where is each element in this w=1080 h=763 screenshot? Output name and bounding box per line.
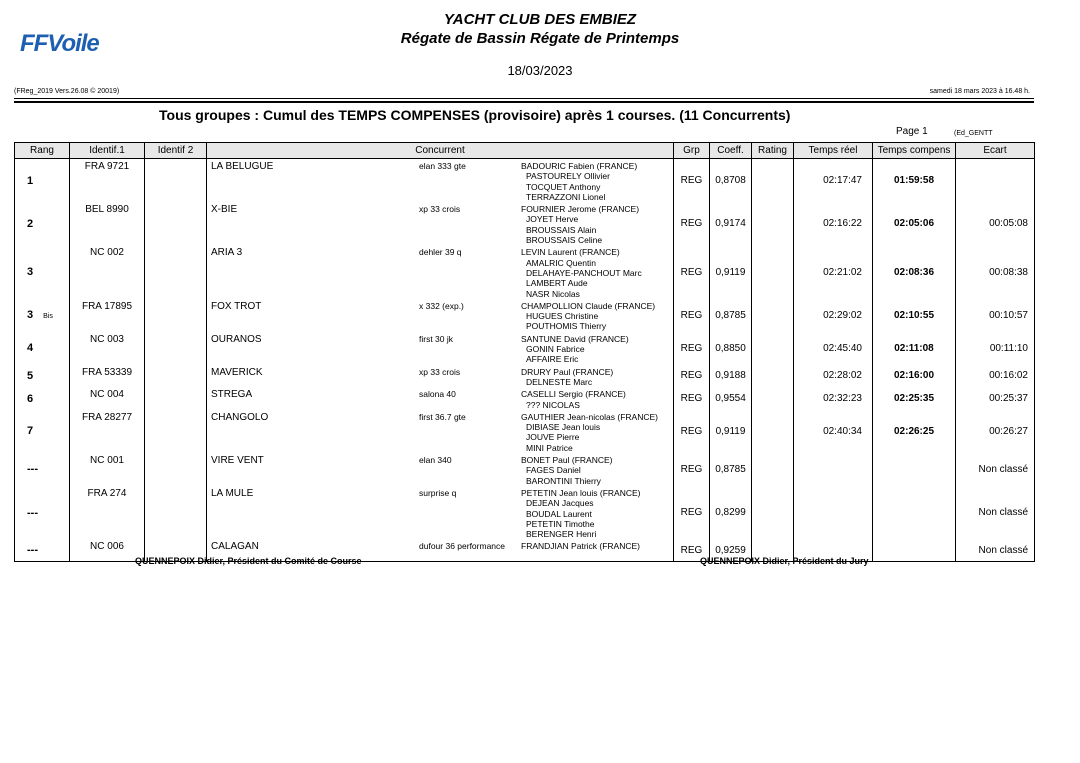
crew-member: FOURNIER Jerome (FRANCE) xyxy=(521,204,640,215)
rank-value: 5 xyxy=(27,369,34,382)
edition-code: (Ed_GENTT xyxy=(954,130,993,137)
jury-president: QUENNEPOIX Didier, Président du Jury xyxy=(700,556,869,566)
rating-cell xyxy=(752,410,794,453)
group-cell: REG xyxy=(674,410,710,453)
gap-cell: 00:10:57 xyxy=(956,299,1035,332)
rank-value: 7 xyxy=(27,425,34,438)
real-time-cell: 02:45:40 xyxy=(794,332,873,365)
crew-member: MINI Patrice xyxy=(526,442,573,453)
group-cell: REG xyxy=(674,332,710,365)
corrected-time-cell xyxy=(873,486,956,539)
crew-member: BADOURIC Fabien (FRANCE) xyxy=(521,161,638,171)
real-time-cell: 02:21:02 xyxy=(794,245,873,298)
gap-cell: 00:08:38 xyxy=(956,245,1035,298)
rank-cell xyxy=(15,332,70,365)
rank-cell xyxy=(15,159,70,203)
table-row xyxy=(15,159,1035,203)
sail-number-cell: BEL 8990 xyxy=(70,202,145,245)
sail-number-cell: FRA 17895 xyxy=(70,299,145,332)
coefficient-cell: 0,9188 xyxy=(710,365,752,388)
boat-type: xp 33 crois xyxy=(419,204,461,215)
real-time-cell: 02:16:22 xyxy=(794,202,873,245)
corrected-time-cell: 02:25:35 xyxy=(873,387,956,410)
column-header: Identif 2 xyxy=(145,143,207,159)
crew-member: BROUSSAIS Alain xyxy=(526,224,597,235)
boat-name: OURANOS xyxy=(211,333,262,345)
sail-number-cell: NC 001 xyxy=(70,453,145,486)
rating-cell xyxy=(752,159,794,203)
group-cell: REG xyxy=(674,245,710,298)
race-committee-president: QUENNEPOIX Didier, Président du Comité de Course xyxy=(135,556,362,566)
corrected-time-cell: 02:26:25 xyxy=(873,410,956,453)
column-header: Temps réel xyxy=(794,143,873,159)
coefficient-cell: 0,8785 xyxy=(710,453,752,486)
competitor-cell xyxy=(207,453,674,486)
rank-cell xyxy=(15,202,70,245)
rank-cell xyxy=(15,365,70,388)
boat-type: dufour 36 performance xyxy=(419,541,505,552)
sail-number-cell: FRA 274 xyxy=(70,486,145,539)
crew-member: DELNESTE Marc xyxy=(526,376,593,387)
crew-member: FRANDJIAN Patrick (FRANCE) xyxy=(521,541,641,552)
competitor-cell xyxy=(207,387,674,410)
coefficient-cell: 0,8708 xyxy=(710,159,752,203)
boat-name: X-BIE xyxy=(211,204,238,216)
real-time-cell xyxy=(794,453,873,486)
gap-cell: Non classé xyxy=(956,539,1035,561)
crew-member: DRURY Paul (FRANCE) xyxy=(521,366,614,377)
crew-list xyxy=(521,488,641,539)
rating-cell xyxy=(752,453,794,486)
competitor-cell xyxy=(207,299,674,332)
sail-number-cell: NC 004 xyxy=(70,387,145,410)
gap-cell: 00:11:10 xyxy=(956,332,1035,365)
rank-cell xyxy=(15,387,70,410)
crew-member: AMALRIC Quentin xyxy=(526,257,596,268)
rank-value: 1 xyxy=(27,174,34,187)
gap-cell: Non classé xyxy=(956,486,1035,539)
regatta-title: Régate de Bassin Régate de Printemps xyxy=(400,30,680,47)
corrected-time-cell: 02:11:08 xyxy=(873,332,956,365)
boat-type: salona 40 xyxy=(419,389,456,400)
club-title: YACHT CLUB DES EMBIEZ xyxy=(443,11,637,28)
sail-number-cell: FRA 53339 xyxy=(70,365,145,388)
crew-member: FAGES Daniel xyxy=(526,465,581,476)
crew-list xyxy=(521,455,612,486)
crew-member: SANTUNE David (FRANCE) xyxy=(521,333,629,344)
crew-list xyxy=(521,204,639,245)
identif2-cell xyxy=(145,486,207,539)
crew-member: PETETIN Jean louis (FRANCE) xyxy=(521,487,641,498)
identif2-cell xyxy=(145,332,207,365)
boat-name: STREGA xyxy=(211,389,253,401)
crew-list xyxy=(521,334,629,365)
coefficient-cell: 0,8785 xyxy=(710,299,752,332)
crew-list xyxy=(521,367,613,388)
crew-member: DIBIASE Jean louis xyxy=(526,422,601,433)
group-cell: REG xyxy=(674,387,710,410)
gap-cell: 00:16:02 xyxy=(956,365,1035,388)
coefficient-cell: 0,8299 xyxy=(710,486,752,539)
rank-value: --- xyxy=(27,463,38,476)
column-header: Identif.1 xyxy=(70,143,145,159)
crew-member: TERRAZZONI Lionel xyxy=(526,191,606,202)
sail-number-cell: NC 003 xyxy=(70,332,145,365)
rank-value: 3 xyxy=(27,309,34,322)
boat-name: LA BELUGUE xyxy=(211,161,274,172)
crew-member: BOUDAL Laurent xyxy=(526,508,592,519)
crew-member: BROUSSAIS Celine xyxy=(526,235,603,246)
boat-name: CHANGOLO xyxy=(211,411,269,423)
bis-marker: Bis xyxy=(43,313,53,321)
identif2-cell xyxy=(145,453,207,486)
competitor-cell xyxy=(207,245,674,298)
crew-member: TOCQUET Anthony xyxy=(526,181,601,192)
crew-member: JOYET Herve xyxy=(526,214,579,225)
competitor-cell xyxy=(207,486,674,539)
logo-text: FFVoile xyxy=(20,30,99,57)
rating-cell xyxy=(752,387,794,410)
crew-member: PETETIN Timothe xyxy=(526,518,595,529)
column-header: Grp xyxy=(674,143,710,159)
crew-member: LAMBERT Aude xyxy=(526,278,588,289)
table-row xyxy=(15,202,1035,245)
rank-cell xyxy=(15,410,70,453)
crew-member: CASELLI Sergio (FRANCE) xyxy=(521,389,626,400)
table-row xyxy=(15,453,1035,486)
results-table xyxy=(14,142,1035,562)
real-time-cell: 02:28:02 xyxy=(794,365,873,388)
boat-type: surprise q xyxy=(419,487,457,498)
table-row xyxy=(15,387,1035,410)
sail-number-cell: FRA 28277 xyxy=(70,410,145,453)
corrected-time-cell: 02:16:00 xyxy=(873,365,956,388)
corrected-time-cell: 02:08:36 xyxy=(873,245,956,298)
boat-type: xp 33 crois xyxy=(419,366,461,377)
boat-name: CALAGAN xyxy=(211,541,259,553)
identif2-cell xyxy=(145,202,207,245)
rank-value: --- xyxy=(27,506,38,519)
competitor-cell xyxy=(207,410,674,453)
rank-value: --- xyxy=(27,544,38,557)
crew-list xyxy=(521,161,637,202)
rank-cell xyxy=(15,486,70,539)
corrected-time-cell: 02:05:06 xyxy=(873,202,956,245)
boat-type: x 332 (exp.) xyxy=(419,300,464,311)
print-timestamp: samedi 18 mars 2023 à 16.48 h. xyxy=(929,88,1030,95)
crew-list xyxy=(521,247,642,298)
table-row xyxy=(15,365,1035,388)
corrected-time-cell: 01:59:58 xyxy=(873,159,956,203)
software-version: (FReg_2019 Vers.26.08 © 20019) xyxy=(14,88,120,95)
crew-member: POUTHOMIS Thierry xyxy=(526,321,607,332)
competitor-cell xyxy=(207,332,674,365)
gap-cell xyxy=(956,159,1035,203)
table-row xyxy=(15,245,1035,298)
crew-list xyxy=(521,412,658,453)
competitor-cell xyxy=(207,159,674,203)
group-cell: REG xyxy=(674,365,710,388)
coefficient-cell: 0,9174 xyxy=(710,202,752,245)
table-header-row xyxy=(15,143,1035,159)
rank-value: 3 xyxy=(27,266,34,279)
table-row xyxy=(15,486,1035,539)
crew-member: GAUTHIER Jean-nicolas (FRANCE) xyxy=(521,411,658,422)
boat-type: dehler 39 q xyxy=(419,247,462,258)
identif2-cell xyxy=(145,245,207,298)
crew-member: ??? NICOLAS xyxy=(526,399,580,410)
real-time-cell: 02:29:02 xyxy=(794,299,873,332)
real-time-cell: 02:32:23 xyxy=(794,387,873,410)
coefficient-cell: 0,9259 xyxy=(710,539,752,561)
identif2-cell xyxy=(145,299,207,332)
header-rule-thick xyxy=(14,101,1034,103)
column-header: Coeff. xyxy=(710,143,752,159)
crew-member: NASR Nicolas xyxy=(526,288,580,299)
crew-member: HUGUES Christine xyxy=(526,311,599,322)
corrected-time-cell xyxy=(873,539,956,561)
sail-number-cell: NC 002 xyxy=(70,245,145,298)
regatta-date: 18/03/2023 xyxy=(507,63,573,78)
boat-type: first 36.7 gte xyxy=(419,411,466,422)
table-body xyxy=(15,159,1035,562)
gap-cell: 00:26:27 xyxy=(956,410,1035,453)
group-cell: REG xyxy=(674,202,710,245)
rank-value: 4 xyxy=(27,342,34,355)
coefficient-cell: 0,8850 xyxy=(710,332,752,365)
gap-cell: 00:05:08 xyxy=(956,202,1035,245)
crew-member: GONIN Fabrice xyxy=(526,344,585,355)
gap-cell: 00:25:37 xyxy=(956,387,1035,410)
rank-cell xyxy=(15,245,70,298)
boat-name: LA MULE xyxy=(211,487,254,499)
corrected-time-cell: 02:10:55 xyxy=(873,299,956,332)
table-row xyxy=(15,299,1035,332)
sail-number-cell: FRA 9721 xyxy=(70,159,145,203)
rating-cell xyxy=(752,202,794,245)
rating-cell xyxy=(752,486,794,539)
coefficient-cell: 0,9119 xyxy=(710,410,752,453)
identif2-cell xyxy=(145,410,207,453)
column-header: Concurrent xyxy=(207,143,674,159)
identif2-cell xyxy=(145,387,207,410)
rank-cell xyxy=(15,299,70,332)
table-row xyxy=(15,332,1035,365)
boat-type: elan 333 gte xyxy=(419,161,466,171)
crew-member: BONET Paul (FRANCE) xyxy=(521,455,613,466)
boat-name: FOX TROT xyxy=(211,300,262,312)
identif2-cell xyxy=(145,159,207,203)
header-rule xyxy=(14,98,1034,99)
column-header: Temps compens xyxy=(873,143,956,159)
boat-type: elan 340 xyxy=(419,455,452,466)
column-header: Rang xyxy=(15,143,70,159)
gap-cell: Non classé xyxy=(956,453,1035,486)
crew-member: JOUVE Pierre xyxy=(526,432,580,443)
boat-name: ARIA 3 xyxy=(211,247,243,259)
boat-type: first 30 jk xyxy=(419,333,454,344)
identif2-cell xyxy=(145,365,207,388)
rank-value: 2 xyxy=(27,217,34,230)
table-row xyxy=(15,410,1035,453)
rank-cell xyxy=(15,539,70,561)
group-cell: REG xyxy=(674,159,710,203)
corrected-time-cell xyxy=(873,453,956,486)
rating-cell xyxy=(752,332,794,365)
crew-list xyxy=(521,541,640,552)
competitor-cell xyxy=(207,365,674,388)
crew-member: BARONTINI Thierry xyxy=(526,475,601,486)
boat-name: MAVERICK xyxy=(211,366,263,378)
crew-member: CHAMPOLLION Claude (FRANCE) xyxy=(521,300,656,311)
group-cell: REG xyxy=(674,539,710,561)
rank-value: 6 xyxy=(27,392,34,405)
boat-name: VIRE VENT xyxy=(211,455,264,467)
rating-cell xyxy=(752,365,794,388)
rank-cell xyxy=(15,453,70,486)
crew-list xyxy=(521,389,626,410)
section-title: Tous groupes : Cumul des TEMPS COMPENSES (provisoire) après 1 courses. (11 Concurrents) xyxy=(159,107,791,123)
group-cell: REG xyxy=(674,486,710,539)
crew-member: AFFAIRE Eric xyxy=(526,354,579,365)
sail-number-cell: NC 006 xyxy=(70,539,145,561)
crew-member: LEVIN Laurent (FRANCE) xyxy=(521,247,620,258)
competitor-cell xyxy=(207,202,674,245)
crew-member: DEJEAN Jacques xyxy=(526,498,594,509)
coefficient-cell: 0,9554 xyxy=(710,387,752,410)
column-header: Rating xyxy=(752,143,794,159)
rating-cell xyxy=(752,245,794,298)
crew-member: PASTOURELY Ollivier xyxy=(526,171,610,182)
real-time-cell: 02:40:34 xyxy=(794,410,873,453)
rating-cell xyxy=(752,299,794,332)
crew-member: DELAHAYE-PANCHOUT Marc xyxy=(526,267,642,278)
crew-list xyxy=(521,301,655,332)
coefficient-cell: 0,9119 xyxy=(710,245,752,298)
column-header: Ecart xyxy=(956,143,1035,159)
group-cell: REG xyxy=(674,453,710,486)
real-time-cell xyxy=(794,486,873,539)
crew-member: BERENGER Henri xyxy=(526,529,597,540)
real-time-cell: 02:17:47 xyxy=(794,159,873,203)
group-cell: REG xyxy=(674,299,710,332)
page-number: Page 1 xyxy=(896,126,928,137)
